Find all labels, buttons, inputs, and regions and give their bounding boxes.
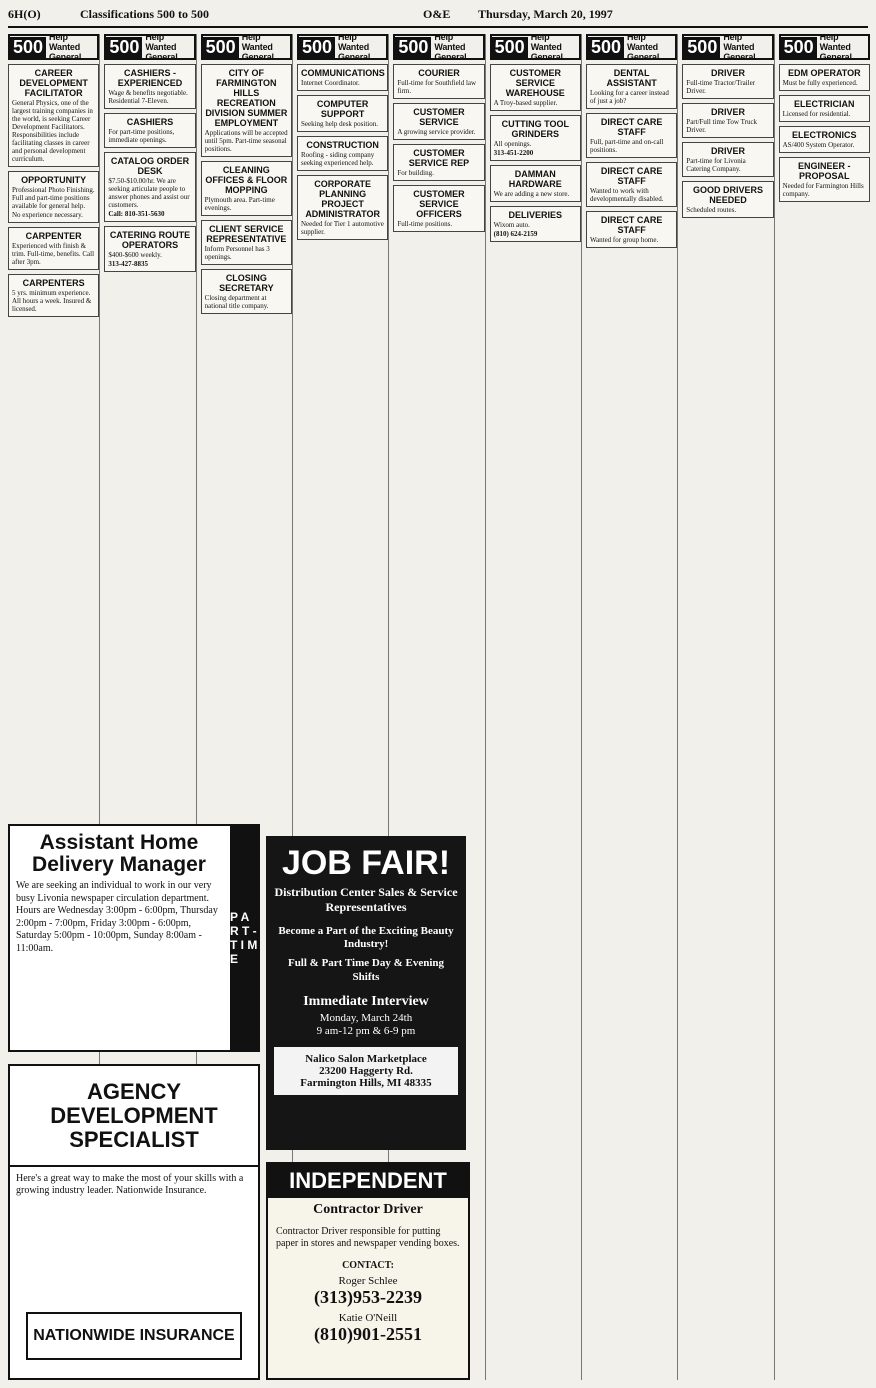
ad-card: CUSTOMER SERVICE REP For building. <box>393 144 484 181</box>
ad-card: CUSTOMER SERVICE OFFICERS Full-time positions. <box>393 185 484 232</box>
ad-card: ELECTRONICS AS/400 System Operator. <box>779 126 870 153</box>
ad-card: CATALOG ORDER DESK $7.50-$10.00/hr. We are seeking articulate people to answer phones and assist our customers. Call: 810-351-5630 <box>104 152 195 222</box>
ad-card: COMMUNICATIONS Internet Coordinator. <box>297 64 388 91</box>
nationwide-logo: NATIONWIDE INSURANCE <box>26 1312 242 1360</box>
section-header: 500 Help Wanted General <box>297 34 388 60</box>
column-6 <box>490 34 582 1380</box>
independent-contractor-ad: INDEPENDENT Contractor Driver Contractor Driver responsible for putting paper in stores and newspaper vending boxes. CONTACT: Roger Schlee (313)953-2239 Katie O'Neill (810)901-2551 <box>266 1162 470 1380</box>
ad-card: DRIVER Full-time Tractor/Trailer Driver. <box>682 64 773 99</box>
ad-card: CONSTRUCTION Roofing - siding company seeking experienced help. <box>297 136 388 171</box>
job-fair-ad: JOB FAIR! Distribution Center Sales & Service Representatives Become a Part of the Exciting Beauty Industry! Full & Part Time Day & Evening Shifts Immediate Interview Monday, March 24th 9 am-12 pm & 6-9 pm Nalico Salon Marketplace 23200 Haggerty Rd. Farmington Hills, MI 48335 <box>266 836 466 1150</box>
section-header: 500 Help Wanted General <box>8 34 99 60</box>
ad-card: CARPENTER Experienced with finish & trim. Full-time, benefits. Call after 3pm. <box>8 227 99 270</box>
part-time-badge: P A R T - T I M E <box>230 826 258 1050</box>
ad-card: CASHIERS - EXPERIENCED Wage & benefits negotiable. Residential 7-Eleven. <box>104 64 195 109</box>
ad-card: DIRECT CARE STAFF Wanted to work with developmentally disabled. <box>586 162 677 207</box>
ad-card: COMPUTER SUPPORT Seeking help desk position. <box>297 95 388 132</box>
ad-card: DAMMAN HARDWARE We are adding a new store. <box>490 165 581 202</box>
ad-card: DELIVERIES Wixom auto. (810) 624-2159 <box>490 206 581 242</box>
section-header: 500 Help Wanted General <box>586 34 677 60</box>
ad-card: CITY OF FARMINGTON HILLS RECREATION DIVISION SUMMER EMPLOYMENT Applications will be accepted until 5pm. Part-time seasonal positions. <box>201 64 292 157</box>
ad-card: CATERING ROUTE OPERATORS $400-$600 weekly. 313-427-8835 <box>104 226 195 272</box>
ad-card: CASHIERS For part-time positions, immediate openings. <box>104 113 195 148</box>
ad-card: OPPORTUNITY Professional Photo Finishing. Full and part-time positions available for general help. No experience necessary. <box>8 171 99 222</box>
issue-date: Thursday, March 20, 1997 <box>478 7 613 21</box>
ad-card: CORPORATE PLANNING PROJECT ADMINISTRATOR Needed for Tier 1 automotive supplier. <box>297 175 388 240</box>
column-9 <box>779 34 870 1380</box>
ad-card: CUSTOMER SERVICE WAREHOUSE A Troy-based supplier. <box>490 64 581 111</box>
ad-card: DRIVER Part-time for Livonia Catering Company. <box>682 142 773 177</box>
ad-card: COURIER Full-time for Southfield law firm. <box>393 64 484 99</box>
ad-card: ENGINEER - PROPOSAL Needed for Farmington Hills company. <box>779 157 870 202</box>
divider <box>10 1165 258 1167</box>
assistant-home-delivery-ad: Assistant Home Delivery Manager We are seeking an individual to work in our very busy Livonia newspaper circulation department. Hours are Wednesday 3:00pm - 6:00pm, Thursday 2:00pm - 7:00pm, Friday 3:00pm - 6:00pm, Saturday 5:00pm - 10:00pm, Sunday 8:00am - 11:00am. P A R T - T I M E <box>8 824 260 1052</box>
ad-card: DIRECT CARE STAFF Wanted for group home. <box>586 211 677 248</box>
column-7 <box>586 34 678 1380</box>
ad-card: DENTAL ASSISTANT Looking for a career instead of just a job? <box>586 64 677 109</box>
column-8 <box>682 34 774 1380</box>
agency-development-ad: AGENCY DEVELOPMENT SPECIALIST Here's a great way to make the most of your skills with a growing industry leader. Nationwide Insurance. NATIONWIDE INSURANCE <box>8 1064 260 1380</box>
page-header <box>8 4 868 28</box>
ad-card: ELECTRICIAN Licensed for residential. <box>779 95 870 122</box>
ad-card: CARPENTERS 5 yrs. minimum experience. All hours a week. Insured & licensed. <box>8 274 99 317</box>
ad-card: DRIVER Part/Full time Tow Truck Driver. <box>682 103 773 138</box>
page-section: 6H(O) <box>8 7 41 21</box>
ad-card: EDM OPERATOR Must be fully experienced. <box>779 64 870 91</box>
ad-card: CUSTOMER SERVICE A growing service provider. <box>393 103 484 140</box>
paper-name: O&E <box>423 7 451 21</box>
ad-card: CUTTING TOOL GRINDERS All openings. 313-451-2200 <box>490 115 581 161</box>
section-header: 500 Help Wanted General <box>682 34 773 60</box>
section-header: 500 Help Wanted General <box>779 34 870 60</box>
ad-card: CLIENT SERVICE REPRESENTATIVE Inform Personnel has 3 openings. <box>201 220 292 265</box>
section-header: 500 Help Wanted General <box>104 34 195 60</box>
section-header: 500 Help Wanted General <box>490 34 581 60</box>
ad-card: GOOD DRIVERS NEEDED Scheduled routes. <box>682 181 773 218</box>
section-header: 500 Help Wanted General <box>393 34 484 60</box>
ad-card: CAREER DEVELOPMENT FACILITATOR General Physics, one of the largest training companies in the world, is seeking Career Development Facilitators. Responsibilities include facilitating classes in career and personal development curriculum. <box>8 64 99 167</box>
ad-card: CLEANING OFFICES & FLOOR MOPPING Plymouth area. Part-time evenings. <box>201 161 292 216</box>
job-fair-location: Nalico Salon Marketplace 23200 Haggerty Rd. Farmington Hills, MI 48335 <box>274 1047 458 1095</box>
page-classification: Classifications 500 to 500 <box>80 7 209 21</box>
ad-card: DIRECT CARE STAFF Full, part-time and on-call positions. <box>586 113 677 158</box>
section-header: 500 Help Wanted General <box>201 34 292 60</box>
ad-card: CLOSING SECRETARY Closing department at national title company. <box>201 269 292 314</box>
